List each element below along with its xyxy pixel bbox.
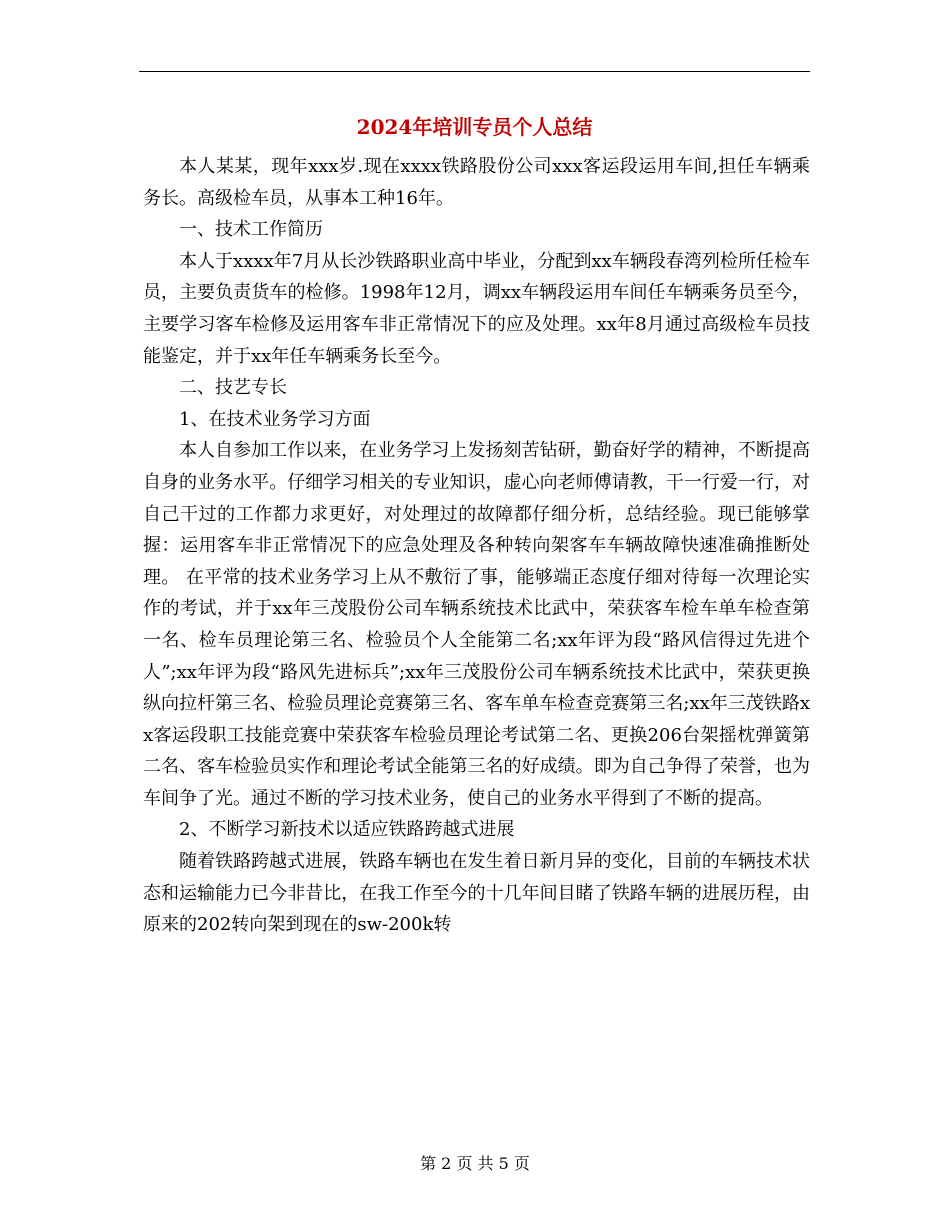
header-rule xyxy=(139,71,810,72)
paragraph-study: 本人自参加工作以来，在业务学习上发扬刻苦钻研，勤奋好学的精神，不断提高自身的业务水平。仔细学习相关的专业知识，虚心向老师傅请教，干一行爱一行，对自己干过的工作都力求更好，对处理过的故障都仔细分析，总结经验。现已能够掌握：运用客车非正常情况下的应急处理及各种转向架客车车辆故障快速准确推断处理。 在平常的技术业务学习上从不敷衍了事，能够端正态度仔细对待每一次理论实作的考试，并于xx年三茂股份公司车辆系统技术比武中，荣获客车检车单车检查第一名、检车员理论第三名、检验员个人全能第二名;xx年评为段“路风信得过先进个人”;xx年评为段“路风先进标兵”;xx年三茂股份公司车辆系统技术比武中，荣获更换纵向拉杆第三名、检验员理论竞赛第三名、客车单车检查竞赛第三名;xx年三茂铁路xx客运段职工技能竞赛中荣获客车检验员理论考试第二名、更换206台架摇枕弹簧第二名、客车检验员实作和理论考试全能第三名的好成绩。即为自己争得了荣誉，也为车间争了光。通过不断的学习技术业务，使自己的业务水平得到了不断的提高。 xyxy=(143,440,810,809)
document-title: 2024年培训专员个人总结 xyxy=(356,115,593,139)
document-body xyxy=(143,151,810,941)
section-heading-work-history: 一、技术工作简历 xyxy=(179,219,323,241)
page-footer: 第 2 页 共 5 页 xyxy=(420,1154,530,1173)
subheading-new-tech: 2、不断学习新技术以适应铁路跨越式进展 xyxy=(179,819,515,841)
paragraph-work-history: 本人于xxxx年7月从长沙铁路职业高中毕业，分配到xx车辆段春湾列检所任检车员，主要负责货车的检修。1998年12月，调xx车辆段运用车间任车辆乘务员至今，主要学习客车检修及运用客车非正常情况下的应及处理。xx年8月通过高级检车员技能鉴定，并于xx年任车辆乘务长至今。 xyxy=(143,250,810,367)
subheading-study: 1、在技术业务学习方面 xyxy=(179,408,371,430)
paragraph-intro: 本人某某，现年xxx岁.现在xxxx铁路股份公司xxx客运段运用车间,担任车辆乘务长。高级检车员，从事本工种16年。 xyxy=(143,156,810,209)
section-heading-skills: 二、技艺专长 xyxy=(179,377,287,399)
paragraph-new-tech: 随着铁路跨越式进展，铁路车辆也在发生着日新月异的变化，目前的车辆技术状态和运输能力已今非昔比，在我工作至今的十几年间目睹了铁路车辆的进展历程，由原来的202转向架到现在的sw-200k转 xyxy=(143,851,810,936)
